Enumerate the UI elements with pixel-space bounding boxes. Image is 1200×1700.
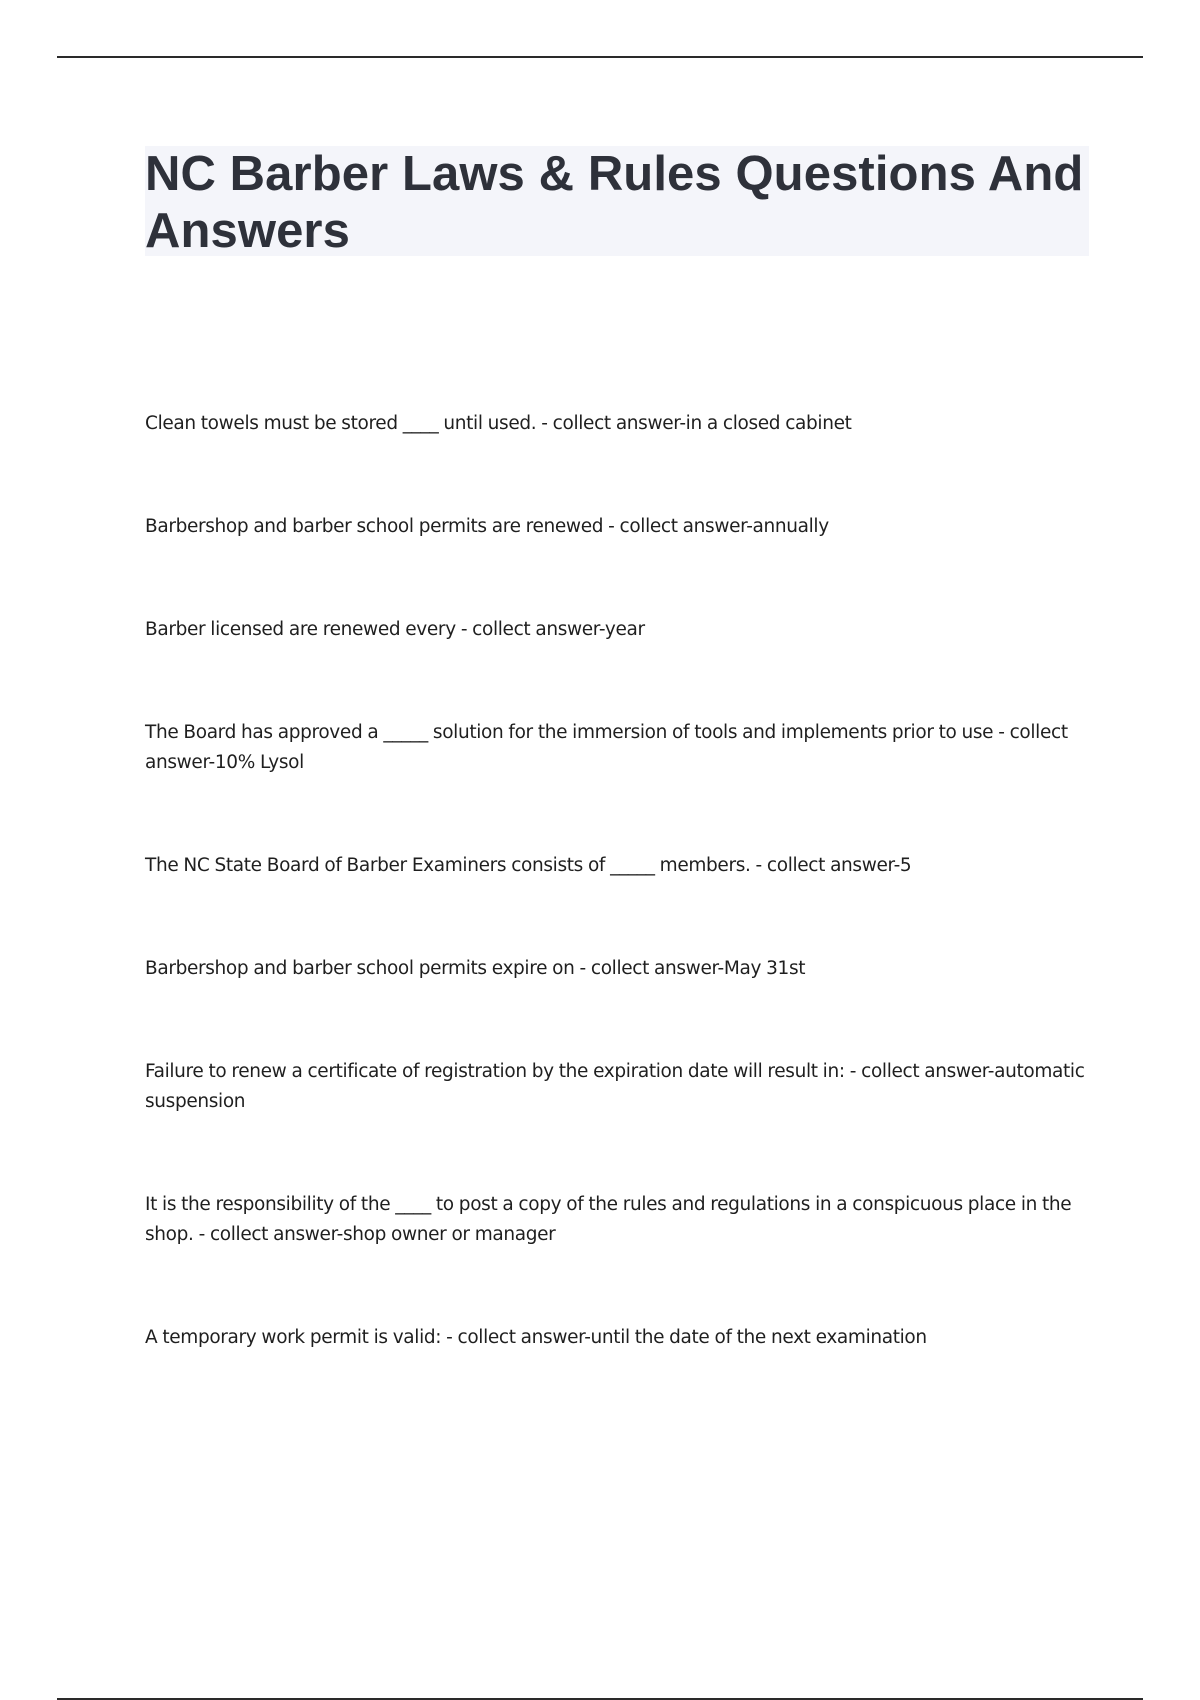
top-rule [57,56,1143,58]
title-banner [145,146,1089,256]
qa-item: Clean towels must be stored ____ until used. - collect answer-in a closed cabinet [145,413,852,434]
qa-item: A temporary work permit is valid: - collect answer-until the date of the next examination [145,1327,927,1348]
qa-item: Failure to renew a certificate of registration by the expiration date will result in: - collect answer-automatic suspension [145,1061,1085,1112]
qa-item: Barber licensed are renewed every - collect answer-year [145,619,645,640]
document-title: NC Barber Laws & Rules Questions And Answers [145,147,1084,258]
qa-item: Barbershop and barber school permits expire on - collect answer-May 31st [145,958,806,979]
qa-item: The Board has approved a _____ solution for the immersion of tools and implements prior to use - collect answer-10% Lysol [145,722,1068,773]
qa-item: Barbershop and barber school permits are renewed - collect answer-annually [145,516,829,537]
qa-item: The NC State Board of Barber Examiners consists of _____ members. - collect answer-5 [145,855,912,876]
qa-item: It is the responsibility of the ____ to post a copy of the rules and regulations in a conspicuous place in the shop. - collect answer-shop owner or manager [145,1194,1072,1245]
